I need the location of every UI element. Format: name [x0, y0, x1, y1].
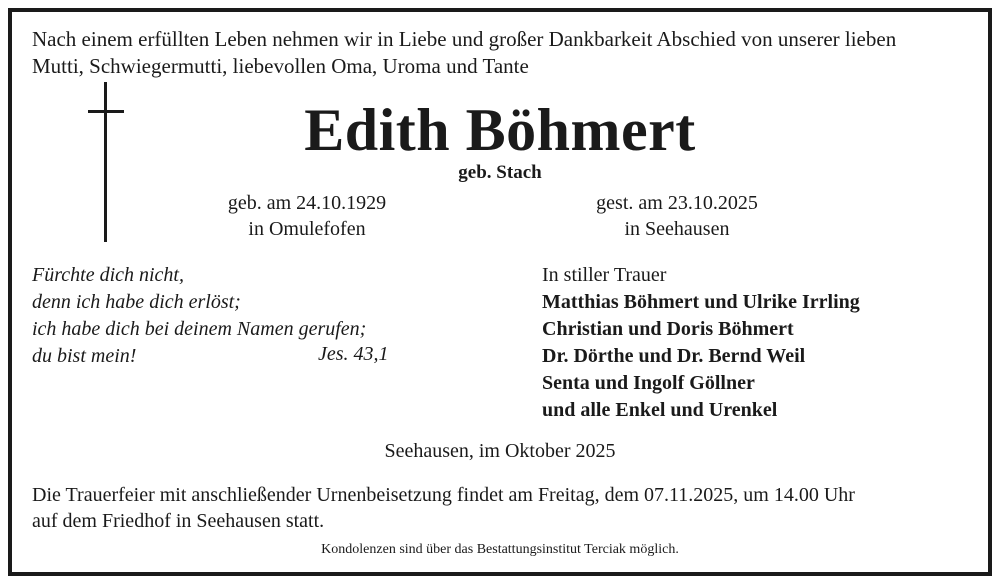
mourner-name: Matthias Böhmert und Ulrike Irrling — [542, 291, 860, 313]
intro-line-2: Mutti, Schwiegermutti, liebevollen Oma, Uroma und Tante — [32, 54, 529, 78]
mourner-name: Senta und Ingolf Göllner — [542, 372, 755, 394]
funeral-line-1: Die Trauerfeier mit anschließender Urnenbeisetzung findet am Freitag, dem 07.11.2025, um 14.00 Uhr — [32, 484, 855, 506]
maiden-name: geb. Stach — [458, 162, 542, 183]
deceased-name: Edith Böhmert — [304, 97, 696, 163]
mourner-name: und alle Enkel und Urenkel — [542, 399, 778, 421]
mourners-list — [542, 262, 860, 424]
condolence-note: Kondolenzen sind über das Bestattungsinstitut Terciak möglich. — [321, 542, 679, 557]
death-info — [547, 190, 807, 242]
mourners-intro: In stiller Trauer — [542, 264, 667, 286]
verse-reference: Jes. 43,1 — [318, 343, 389, 365]
mourner-name: Dr. Dörthe und Dr. Bernd Weil — [542, 345, 806, 367]
intro-text — [32, 26, 896, 80]
death-date: gest. am 23.10.2025 — [596, 192, 758, 214]
funeral-line-2: auf dem Friedhof in Seehausen statt. — [32, 510, 325, 532]
mourner-name: Christian und Doris Böhmert — [542, 318, 794, 340]
verse-line: du bist mein! — [32, 345, 137, 367]
death-place: in Seehausen — [624, 218, 730, 240]
obituary-frame — [8, 8, 992, 576]
birth-info — [177, 190, 437, 242]
bible-verse — [32, 262, 366, 370]
birth-date: geb. am 24.10.1929 — [227, 192, 387, 214]
verse-line: denn ich habe dich erlöst; — [32, 291, 241, 313]
verse-line: Fürchte dich nicht, — [32, 264, 184, 286]
place-and-date: Seehausen, im Oktober 2025 — [384, 440, 616, 462]
verse-line: ich habe dich bei deinem Namen gerufen; — [32, 318, 367, 340]
birth-place: in Omulefofen — [248, 218, 366, 240]
intro-line-1: Nach einem erfüllten Leben nehmen wir in Liebe und großer Dankbarkeit Abschied von unserer lieben — [32, 27, 897, 51]
funeral-notice — [32, 482, 855, 534]
